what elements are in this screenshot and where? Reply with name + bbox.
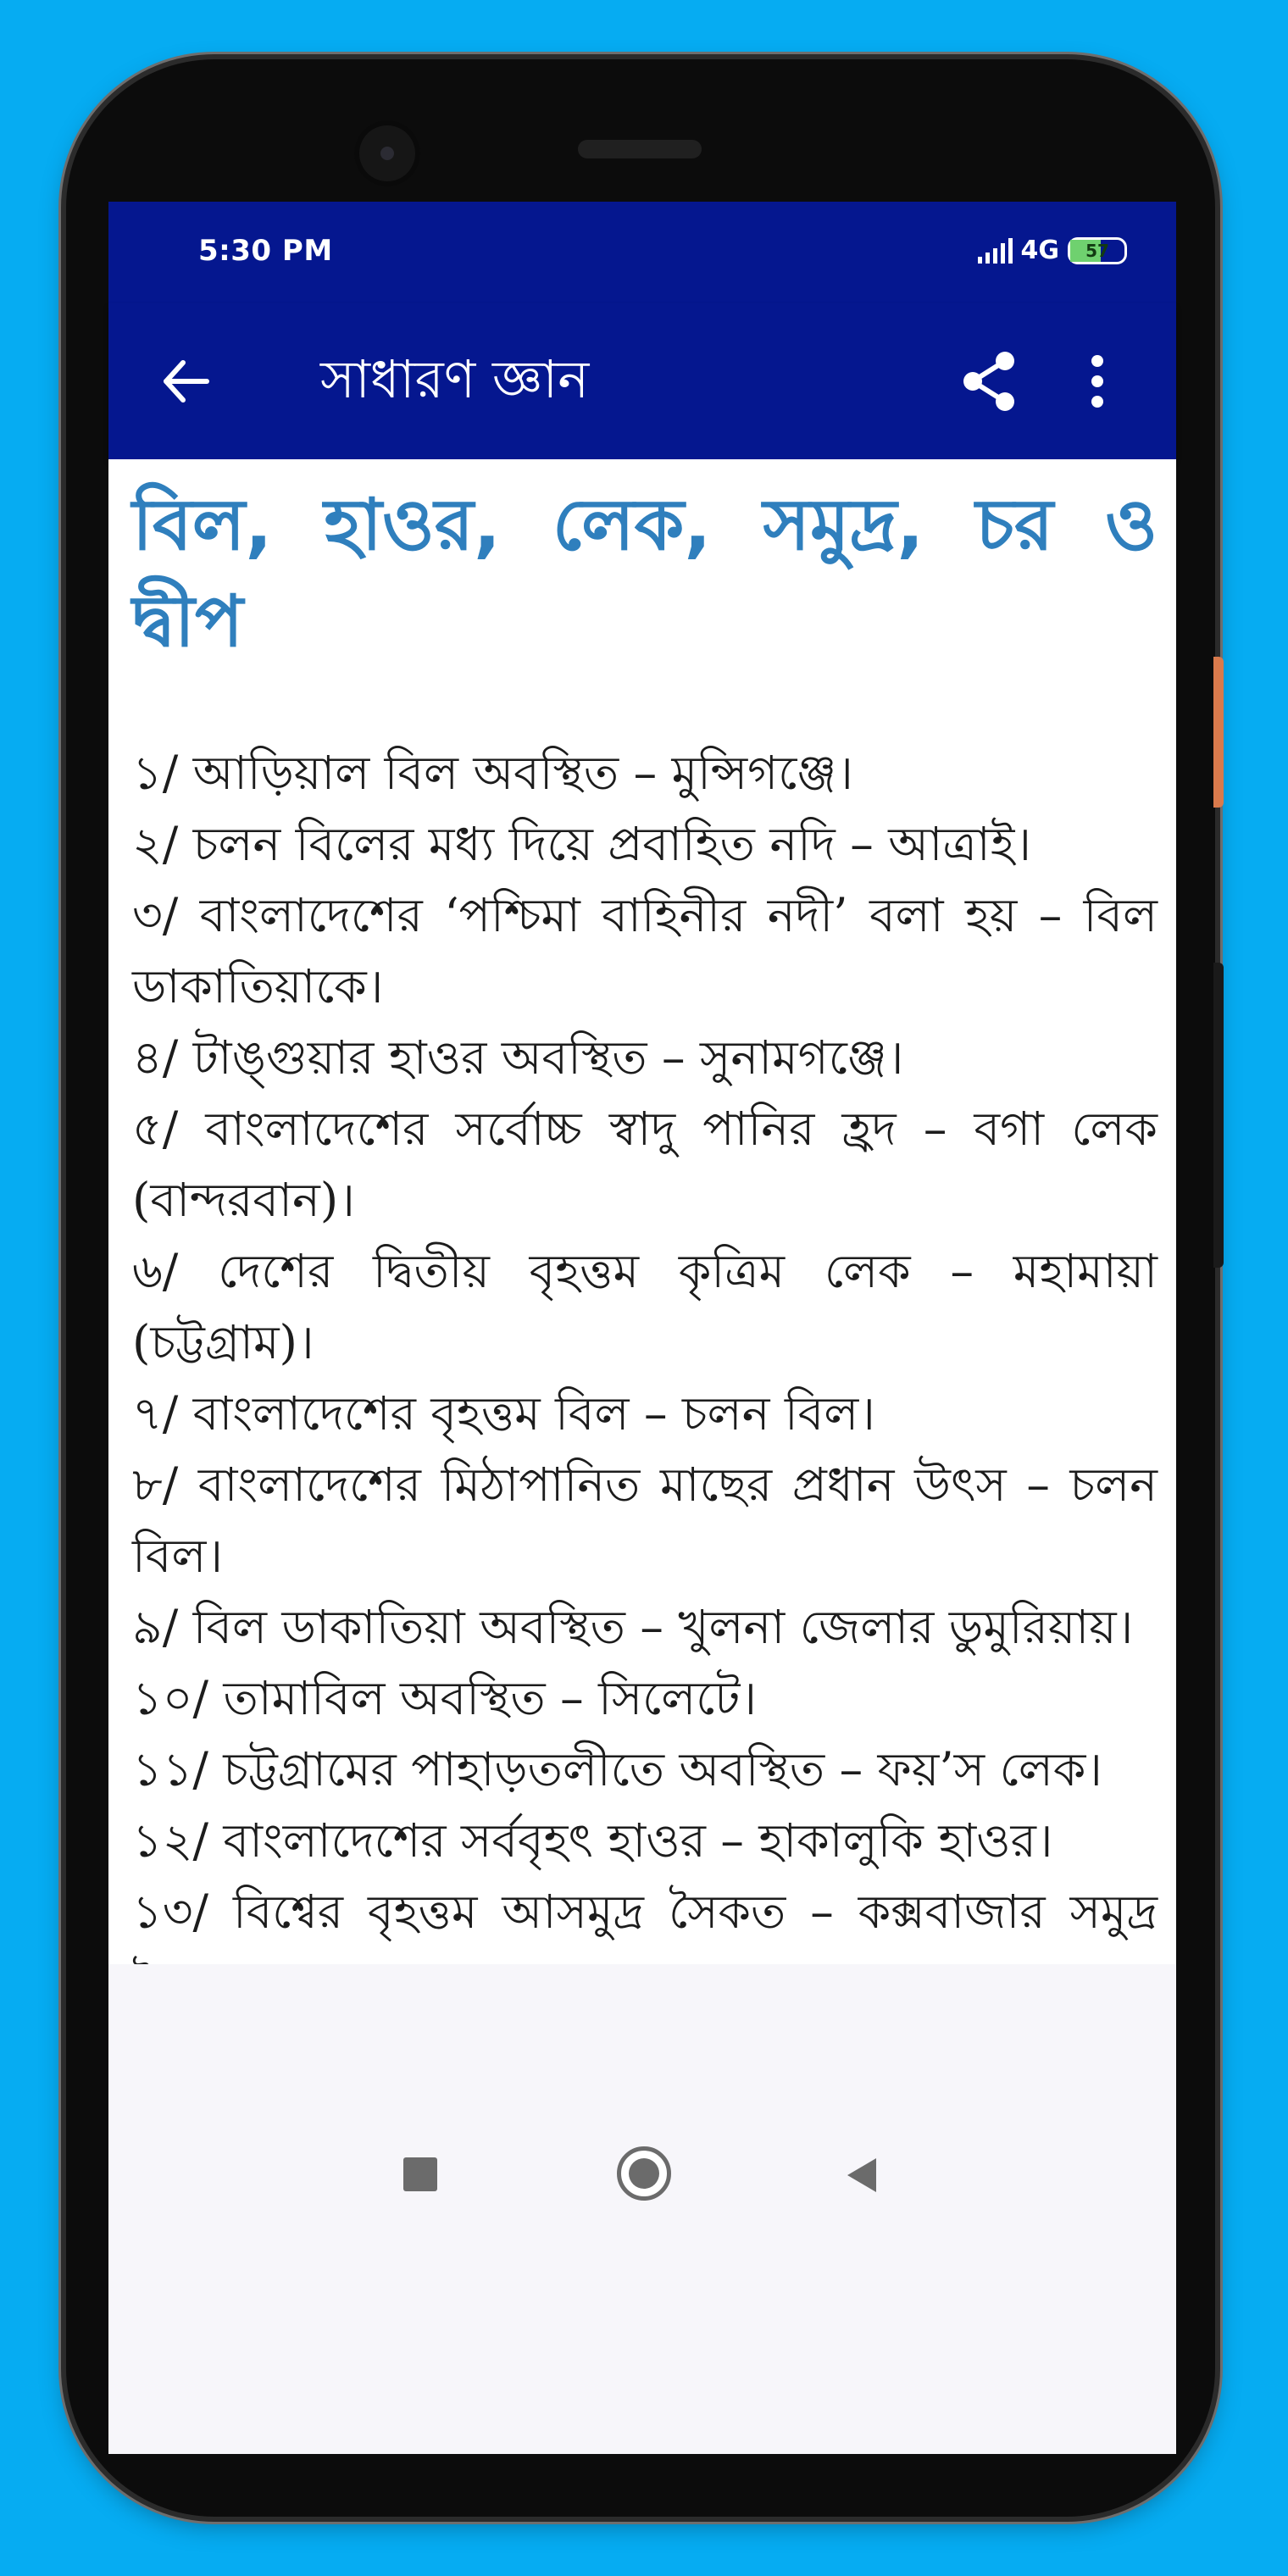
share-icon	[956, 347, 1024, 415]
more-vertical-icon	[1076, 347, 1119, 415]
navigation-bar	[108, 1964, 1176, 2454]
list-item: ৪/ টাঙ্গুয়ার হাওর অবস্থিত – সুনামগঞ্জে।	[132, 1030, 904, 1085]
arrow-left-icon	[156, 351, 217, 412]
list-item: ১২/ বাংলাদেশের সর্ববৃহৎ হাওর – হাকালুকি হাওর।	[132, 1813, 1053, 1868]
article-list	[132, 737, 1158, 2018]
more-options-button[interactable]	[1076, 347, 1119, 415]
article-title: বিল, হাওর, লেক, সমুদ্র, চর ও দ্বীপ	[132, 483, 1158, 663]
triangle-back-icon[interactable]	[842, 2156, 881, 2195]
page-title: সাধারণ জ্ঞান	[320, 348, 590, 410]
back-button[interactable]	[156, 351, 217, 412]
article-content[interactable]	[108, 459, 1176, 1964]
list-item: ৫/ বাংলাদেশের সর্বোচ্চ স্বাদু পানির হ্রদ – বগা লেক (বান্দরবান)।	[132, 1102, 1158, 1227]
list-item: ১/ আড়িয়াল বিল অবস্থিত – মুন্সিগঞ্জে।	[132, 746, 853, 800]
network-type: 4G	[1020, 236, 1059, 265]
square-recents-icon[interactable]	[403, 2157, 437, 2191]
battery-level: 57	[1085, 240, 1109, 261]
list-item: ৩/ বাংলাদেশের ‘পশ্চিমা বাহিনীর নদী’ বলা হয় – বিল ডাকাতিয়াকে।	[132, 888, 1158, 1013]
front-camera-icon	[354, 120, 420, 186]
list-item: ৬/ দেশের দ্বিতীয় বৃহত্তম কৃত্রিম লেক – মহামায়া (চট্টগ্রাম)।	[132, 1244, 1158, 1369]
circle-home-icon[interactable]	[617, 2146, 671, 2201]
list-item: ১৩/ বিশ্বের বৃহত্তম আসমুদ্র সৈকত – কক্সবাজার সমুদ্র	[132, 1885, 1158, 1939]
volume-button	[1213, 963, 1224, 1268]
list-item: ৭/ বাংলাদেশের বৃহত্তম বিল – চলন বিল।	[132, 1386, 875, 1441]
status-bar	[108, 202, 1176, 303]
list-item: ১০/ তামাবিল অবস্থিত – সিলেটে।	[132, 1671, 757, 1725]
list-item: ৮/ বাংলাদেশের মিঠাপানিত মাছের প্রধান উৎস – চলন বিল।	[132, 1457, 1158, 1583]
status-icons	[978, 236, 1128, 265]
app-toolbar	[108, 303, 1176, 459]
share-button[interactable]	[956, 347, 1024, 415]
earpiece-speaker	[578, 140, 702, 158]
signal-bars-icon	[978, 238, 1013, 264]
list-item: ১১/ চট্টগ্রামের পাহাড়তলীতে অবস্থিত – ফয়’স লেক।	[132, 1742, 1102, 1796]
battery-icon	[1068, 237, 1127, 264]
status-time: 5:30 PM	[198, 234, 333, 268]
power-button	[1213, 657, 1224, 808]
list-item: ২/ চলন বিলের মধ্য দিয়ে প্রবাহিত নদি – আত্রাই।	[132, 817, 1032, 871]
phone-screen	[108, 202, 1176, 2454]
list-item: ৯/ বিল ডাকাতিয়া অবস্থিত – খুলনা জেলার ডুমুরিয়ায়।	[132, 1600, 1134, 1654]
